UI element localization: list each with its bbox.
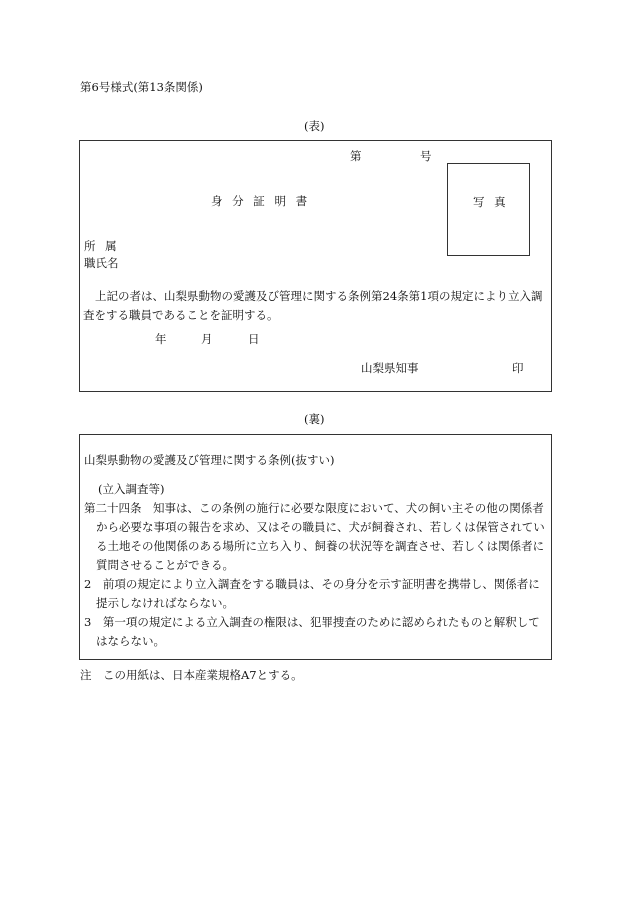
statement-line: 査をする職員であることを証明する。 — [83, 308, 279, 322]
article-line: 質問させることができる。 — [96, 558, 234, 572]
paragraph-line: はならない。 — [96, 634, 165, 648]
number-dai: 第 — [350, 149, 362, 163]
paragraph-2 — [84, 575, 540, 613]
form-number: 第6号様式(第13条関係) — [80, 80, 203, 94]
photo-label: 写 真 — [473, 195, 506, 209]
affiliation-label: 所 属 — [84, 239, 117, 253]
article-24 — [84, 499, 545, 575]
back-label: (裏) — [304, 412, 325, 426]
photo-box — [447, 163, 530, 256]
statement-line: 上記の者は、山梨県動物の愛護及び管理に関する条例第24条第1項の規定により立入調 — [95, 289, 543, 303]
paragraph-3 — [84, 613, 540, 651]
front-label: (表) — [304, 119, 325, 133]
date-month: 月 — [201, 332, 213, 346]
seal-mark: 印 — [512, 361, 524, 375]
back-card — [79, 434, 552, 660]
paragraph-line: 2 前項の規定により立入調査をする職員は、その身分を示す証明書を携帯し、関係者に — [84, 577, 540, 591]
name-label: 職氏名 — [84, 256, 119, 270]
article-line: 第二十四条 知事は、この条例の施行に必要な限度において、犬の飼い主その他の関係者 — [84, 501, 544, 515]
article-line: から必要な事項の報告を求め、又はその職員に、犬が飼養され、若しくは保管されてい — [96, 520, 545, 534]
issuer: 山梨県知事 — [361, 361, 419, 375]
statement — [83, 287, 542, 325]
law-title: 山梨県動物の愛護及び管理に関する条例(抜すい) — [84, 453, 335, 467]
paragraph-line: 3 第一項の規定による立入調査の権限は、犯罪捜査のために認められたものと解釈して — [84, 615, 540, 629]
article-caption: (立入調査等) — [98, 482, 165, 496]
certificate-title: 身 分 証 明 書 — [211, 194, 308, 208]
front-card — [79, 140, 552, 392]
number-go: 号 — [420, 149, 432, 163]
footnote: 注 この用紙は、日本産業規格A7とする。 — [80, 668, 303, 682]
date-year: 年 — [155, 332, 167, 346]
paragraph-line: 提示しなければならない。 — [96, 596, 234, 610]
article-line: る土地その他関係のある場所に立ち入り、飼養の状況等を調査させ、若しくは関係者に — [96, 539, 545, 553]
date-day: 日 — [248, 332, 260, 346]
